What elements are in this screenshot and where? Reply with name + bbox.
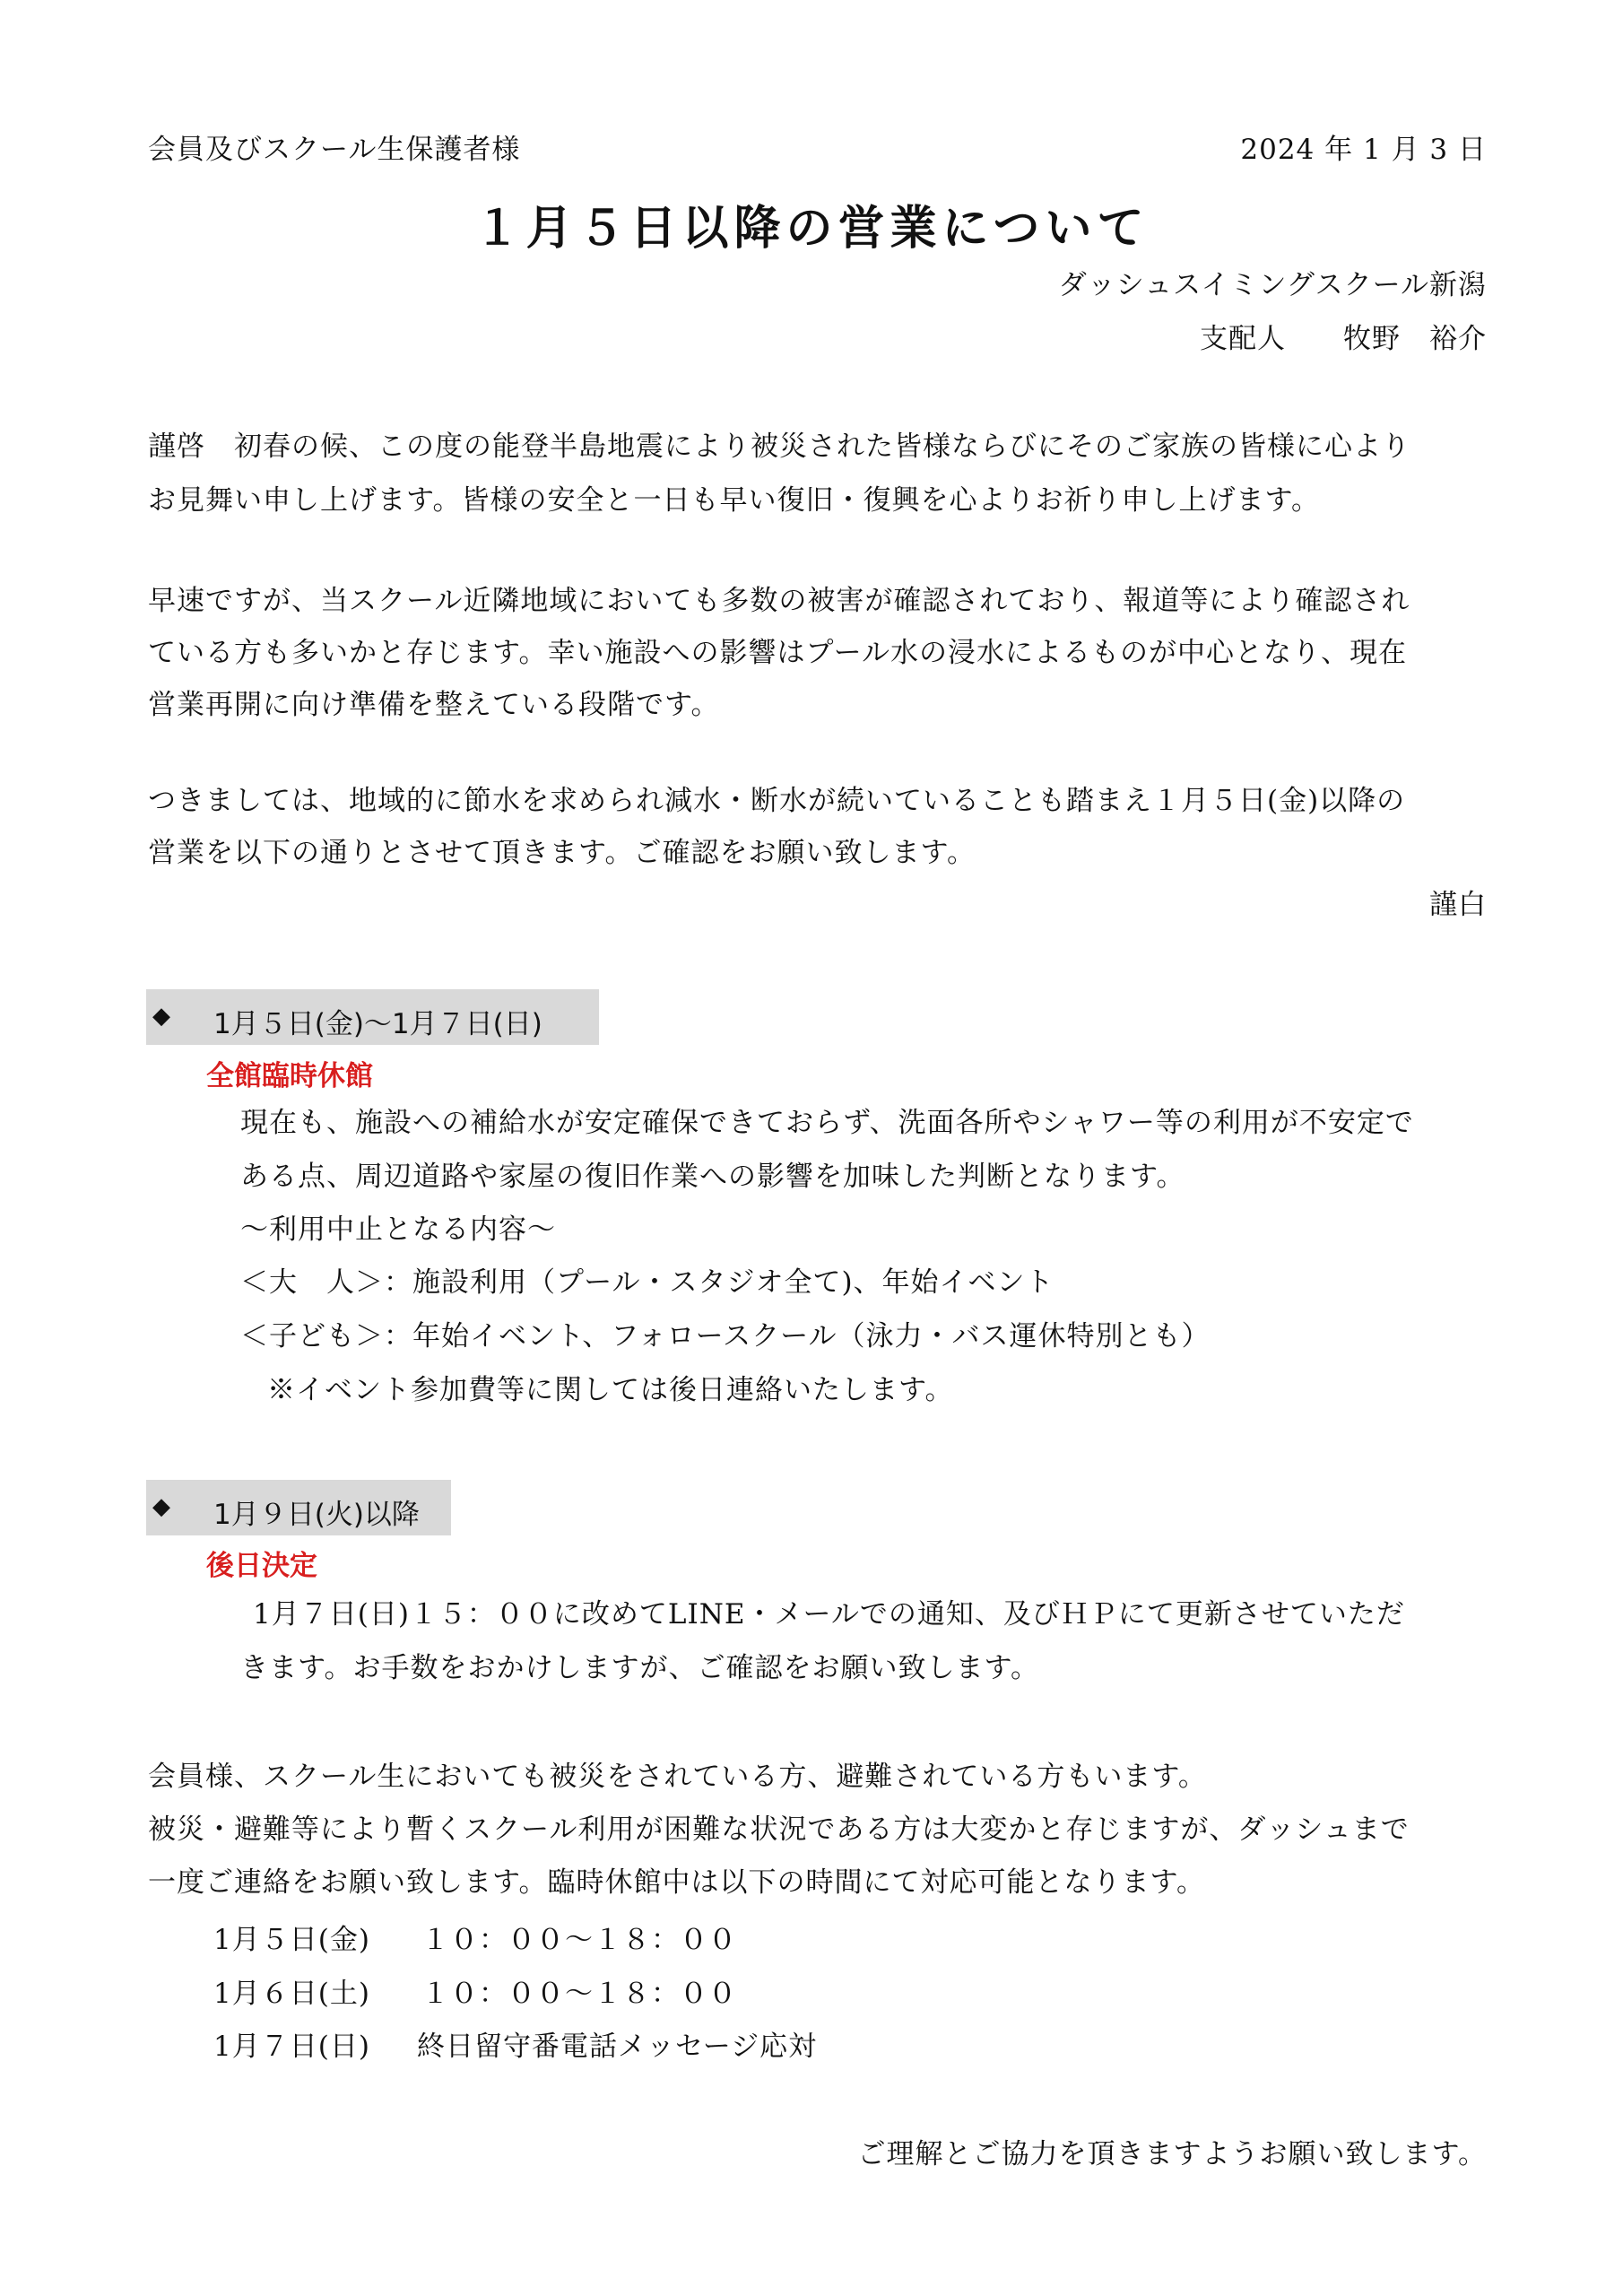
- sender-manager: 支配人 牧野 裕介: [1200, 323, 1487, 355]
- schedule-hours: 終日留守番電話メッセージ応対: [417, 2031, 818, 2063]
- section1-line: ＜大 人＞：施設利用（プール・スタジオ全て)、年始イベント: [240, 1266, 1055, 1299]
- document-date: 2024 年 1 月 3 日: [1240, 134, 1487, 166]
- intro-p1-line: お見舞い申し上げます。皆様の安全と一日も早い復旧・復興を心よりお祈り申し上げます。: [148, 484, 1321, 517]
- closing-line: 一度ご連絡をお願い致します。臨時休館中は以下の時間にて対応可能となります。: [148, 1866, 1206, 1899]
- diamond-icon: ◆: [152, 1493, 170, 1520]
- intro-p2-line: ている方も多いかと存じます。幸い施設への影響はプール水の浸水によるものが中心となり、現在: [148, 637, 1407, 669]
- diamond-icon: ◆: [152, 1003, 170, 1030]
- section1-heading: 1月５日(金)～1月７日(日): [213, 1008, 542, 1040]
- closing-line: 被災・避難等により暫くスクール利用が困難な状況である方は大変かと存じますが、ダッシュまで: [148, 1813, 1410, 1846]
- section1-line: ～利用中止となる内容～: [240, 1213, 556, 1246]
- sender-organization: ダッシュスイミングスクール新潟: [1058, 269, 1487, 301]
- section1-line: 現在も、施設への補給水が安定確保できておらず、洗面各所やシャワー等の利用が不安定で: [240, 1107, 1414, 1139]
- section1-status: 全館臨時休館: [206, 1060, 373, 1092]
- schedule-hours: １０：００～１８：００: [421, 1978, 737, 2010]
- intro-p2-line: 早速ですが、当スクール近隣地域においても多数の被害が確認されており、報道等により確認され: [148, 585, 1410, 617]
- section2-line: 1月７日(日)１５：００に改めてLINE・メールでの通知、及びＨＰにて更新させていただ: [253, 1598, 1405, 1631]
- page-title: １月５日以降の営業について: [473, 202, 1150, 256]
- closing-kinpaku: 謹白: [1429, 889, 1487, 921]
- section1-line: ※イベント参加費等に関しては後日連絡いたします。: [267, 1374, 954, 1406]
- recipient: 会員及びスクール生保護者様: [148, 134, 521, 166]
- intro-p1-line: 謹啓 初春の候、この度の能登半島地震により被災された皆様ならびにそのご家族の皆様に心より: [148, 430, 1410, 463]
- schedule-day: 1月７日(日): [213, 2031, 370, 2063]
- schedule-day: 1月６日(土): [213, 1978, 370, 2010]
- schedule-hours: １０：００～１８：００: [421, 1924, 737, 1956]
- intro-p2-line: 営業再開に向け準備を整えている段階です。: [148, 689, 720, 721]
- section2-status: 後日決定: [206, 1550, 317, 1582]
- intro-p3-line: 営業を以下の通りとさせて頂きます。ご確認をお願い致します。: [148, 837, 976, 869]
- section1-line: ＜子ども＞：年始イベント、フォロースクール（泳力・バス運休特別とも）: [240, 1320, 1211, 1352]
- intro-p3-line: つきましては、地域的に節水を求められ減水・断水が続いていることも踏まえ１月５日(金)以降の: [148, 785, 1406, 817]
- section2-heading: 1月９日(火)以降: [213, 1499, 420, 1531]
- schedule-day: 1月５日(金): [213, 1924, 370, 1956]
- section2-line: きます。お手数をおかけしますが、ご確認をお願い致します。: [240, 1652, 1040, 1684]
- section1-line: ある点、周辺道路や家屋の復旧作業への影響を加味した判断となります。: [240, 1161, 1185, 1193]
- closing-line: 会員様、スクール生においても被災をされている方、避難されている方もいます。: [148, 1761, 1207, 1793]
- final-closing: ご理解とご協力を頂きますようお願い致します。: [857, 2138, 1487, 2170]
